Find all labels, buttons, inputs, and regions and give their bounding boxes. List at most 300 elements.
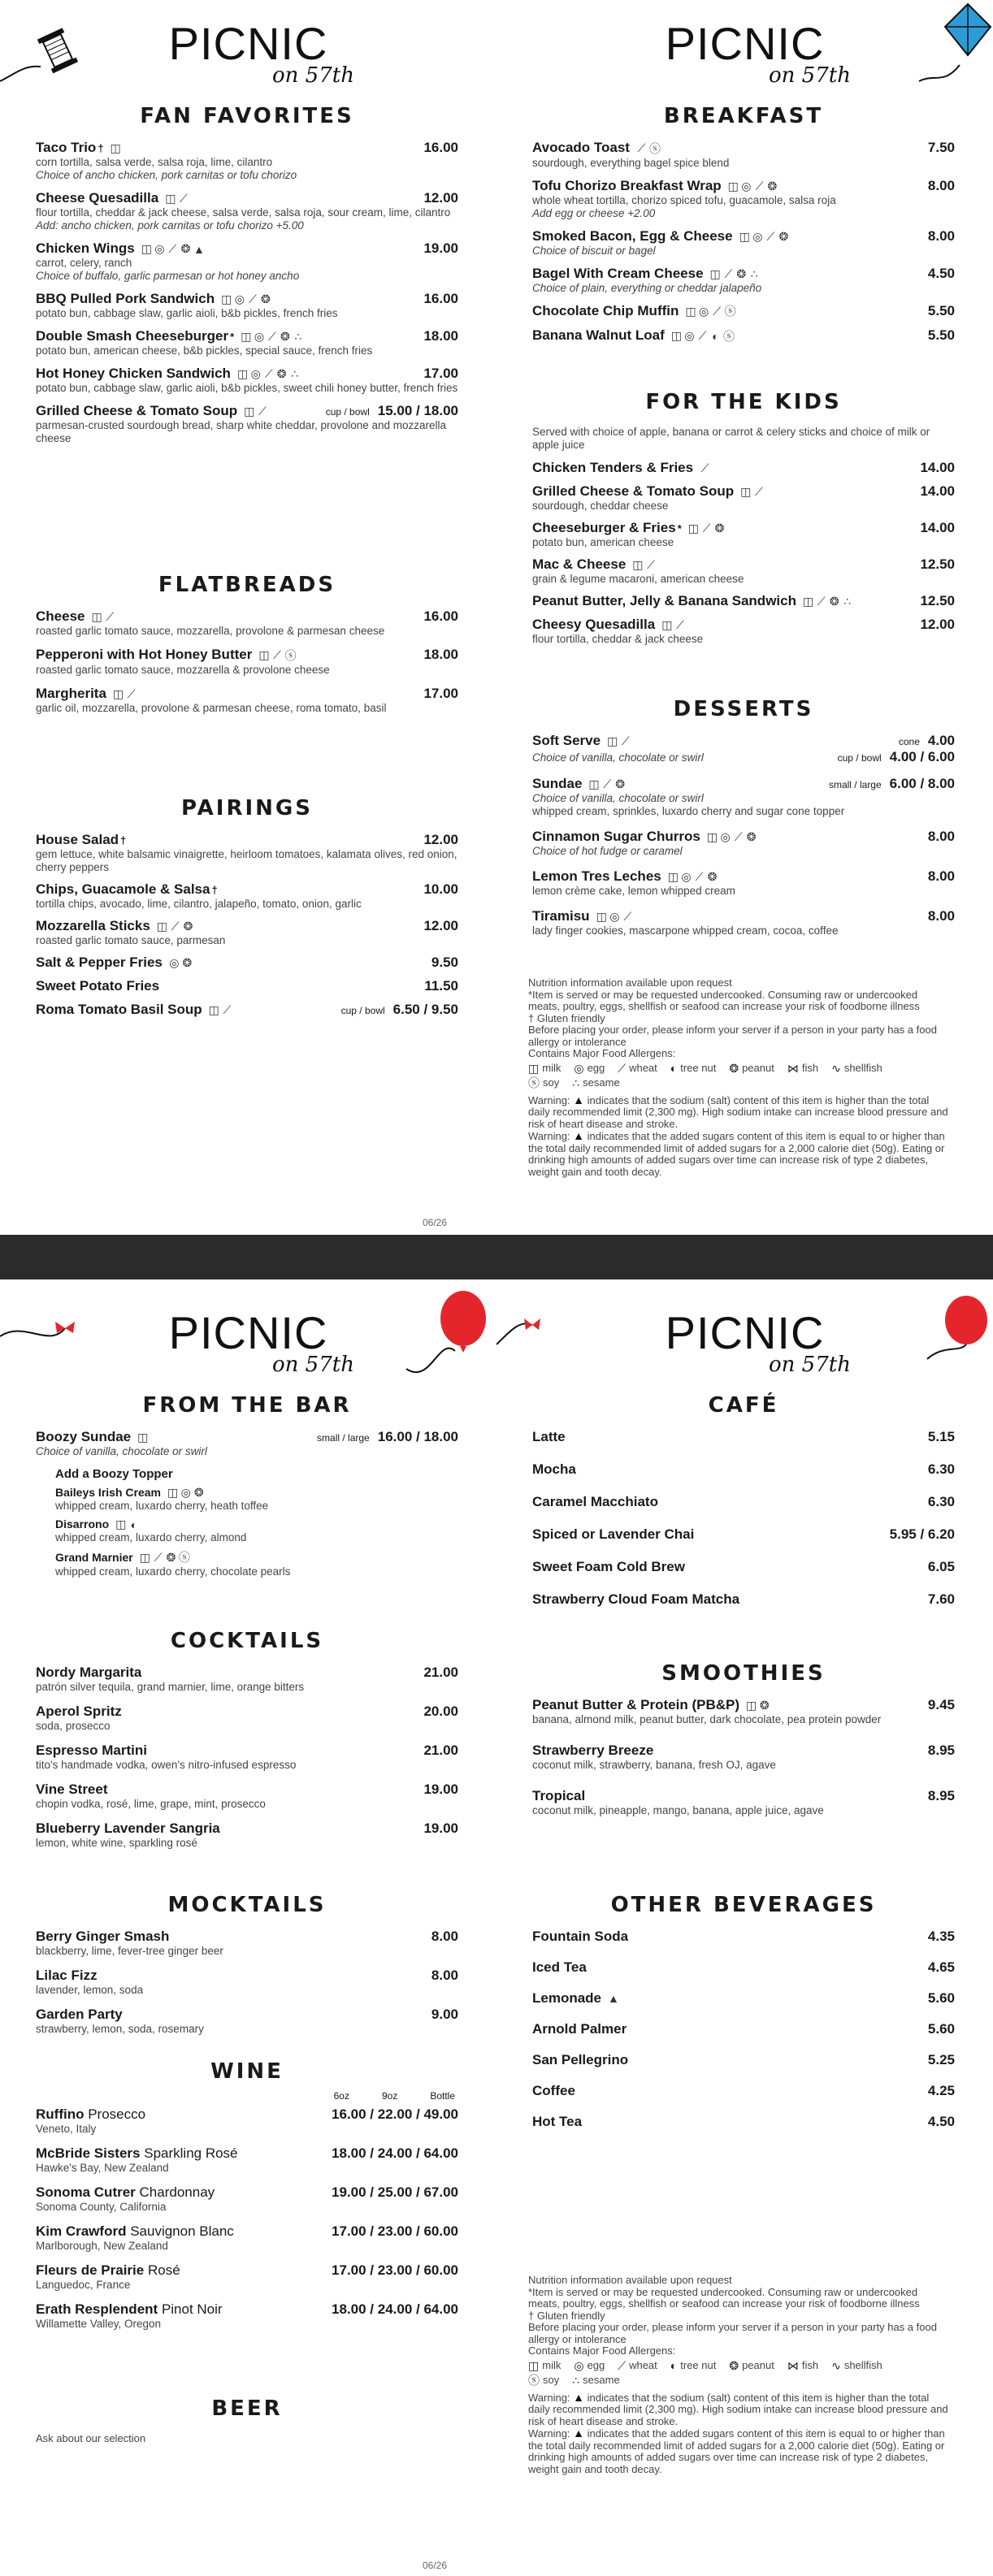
menu-item-description: potato bun, american cheese — [532, 536, 674, 548]
tree-nut-icon: ◐ — [130, 1517, 138, 1531]
item-name-text: Chips, Guacamole & Salsa — [36, 881, 210, 897]
menu-item-name — [532, 266, 704, 282]
shellfish-icon: ∿ — [831, 1061, 841, 1075]
menu-item-price: 14.00 — [920, 460, 955, 475]
wheat-icon: ⟋ — [623, 910, 632, 923]
menu-item-name — [532, 178, 722, 194]
menu-item-name — [532, 460, 693, 476]
milk-icon: ◫ — [607, 734, 618, 747]
menu-item-description: roasted garlic tomato sauce, mozzarella & provolone cheese — [36, 663, 330, 676]
allergen-icons — [688, 522, 725, 535]
menu-item-name — [532, 228, 733, 245]
logo-subtext: on 57th — [769, 1353, 851, 1377]
menu-item-price: 4.00 — [927, 733, 955, 748]
menu-item-description: Sonoma County, California — [36, 2201, 167, 2213]
menu-item-description: parmesan-crusted sourdough bread, sharp white cheddar, provolone and mozzarella cheese — [36, 419, 447, 444]
item-name-text: Cinnamon Sugar Churros — [532, 829, 700, 844]
allergen-label: fish — [801, 2358, 819, 2371]
menu-item-name — [532, 2083, 575, 2099]
menu-item-name — [36, 1782, 108, 1798]
size-label: cone — [898, 736, 920, 747]
menu-item-row — [532, 1461, 955, 1478]
allergen-icons — [115, 1517, 139, 1531]
allergen-legend-item — [574, 2360, 605, 2372]
sesame-icon: ∴ — [750, 266, 758, 280]
menu-item-description: garlic oil, mozzarella, provolone & parmesan cheese, roma tomato, basil — [36, 701, 387, 714]
menu-item-price: 6.30 — [927, 1494, 955, 1509]
allergen-legend-item — [729, 2360, 774, 2372]
menu-item-name — [36, 291, 215, 307]
menu-item-name — [36, 2106, 145, 2123]
menu-item-row — [532, 908, 955, 924]
allergen-label: fish — [801, 1061, 819, 1074]
milk-icon: ◫ — [632, 558, 644, 571]
allergen-label: soy — [543, 1076, 560, 1089]
menu-item — [532, 1788, 955, 1817]
item-name-text: Vine Street — [36, 1782, 108, 1797]
column-fan-favorites — [0, 0, 496, 1235]
item-name-text: Hot Tea — [532, 2114, 583, 2129]
fish-icon: ⋈ — [787, 1061, 799, 1075]
milk-icon: ◫ — [661, 618, 673, 631]
menu-item — [532, 1743, 955, 1772]
note-undercooked: *Item is served or may be requested undercooked. Consuming raw or undercooked meats, poultry, eggs, shellfish or seafood can increase your risk of foodborne illness — [528, 2285, 920, 2310]
egg-icon: ◎ — [574, 2358, 584, 2372]
soy-icon: ⓢ — [723, 329, 735, 343]
item-marker: * — [230, 331, 235, 343]
egg-icon: ◎ — [180, 1486, 191, 1499]
menu-item — [36, 1429, 458, 1458]
menu-item — [532, 908, 955, 937]
menu-item-row — [532, 1743, 955, 1759]
allergen-icons — [671, 328, 735, 344]
menu-item — [36, 328, 458, 357]
menu-item-name — [36, 366, 231, 382]
menu-item-row — [36, 1665, 458, 1681]
warning-icon: ▲ — [608, 1992, 619, 2005]
menu-item-row — [36, 403, 458, 419]
allergen-label: sesame — [583, 2374, 620, 2386]
menu-item-price: 8.00 — [927, 227, 955, 244]
soy-icon: ⓢ — [648, 141, 661, 155]
menu-item — [36, 1821, 458, 1850]
item-name-text: Pepperoni with Hot Honey Butter — [36, 647, 253, 662]
menu-item-row — [532, 266, 955, 282]
item-name-text: Strawberry Breeze — [532, 1743, 654, 1758]
allergen-icons — [636, 141, 661, 157]
wheat-icon: ⟋ — [700, 461, 709, 474]
menu-item-name — [36, 647, 252, 663]
section-title: FLATBREADS — [158, 573, 336, 597]
milk-icon: ◫ — [709, 266, 721, 280]
page-number: 06/26 — [423, 2560, 448, 2571]
item-name-text: Peanut Butter & Protein (PB&P) — [532, 1697, 740, 1712]
menu-item-description: whole wheat tortilla, chorizo spiced tofu, guacamole, salsa roja — [532, 193, 836, 206]
milk-icon: ◫ — [244, 405, 255, 418]
menu-item-name — [36, 832, 126, 848]
menu-item-name — [532, 1526, 694, 1543]
topper-row — [55, 1517, 458, 1531]
sesame-icon: ∴ — [572, 1076, 580, 1089]
menu-item-choice: Choice of vanilla, chocolate or swirl — [36, 1445, 207, 1457]
menu-item-description: coconut milk, strawberry, banana, fresh OJ, agave — [532, 1759, 776, 1771]
menu-item-row — [532, 2021, 955, 2037]
allergen-icons — [209, 1003, 232, 1017]
item-name-text: Tropical — [532, 1788, 586, 1803]
logo-subtext: on 57th — [769, 63, 851, 88]
menu-item-price: 5.60 — [927, 2021, 955, 2037]
menu-item-description: Languedoc, France — [36, 2279, 131, 2291]
wheat-icon: ⟋ — [168, 242, 177, 255]
menu-item-row — [532, 460, 955, 476]
item-varietal: Prosecco — [88, 2106, 146, 2122]
menu-item — [36, 240, 458, 283]
menu-item-row — [36, 978, 458, 994]
menu-item-description: potato bun, cabbage slaw, garlic aioli, b&b pickles, sweet chili honey butter, french fries — [36, 382, 458, 394]
menu-item-description: lemon, white wine, sparkling rosé — [36, 1837, 197, 1849]
allergen-icons — [740, 485, 764, 499]
menu-item-row — [532, 1959, 955, 1976]
item-name-text: Banana Walnut Loaf — [532, 327, 665, 343]
menu-item-price: 4.50 — [927, 265, 955, 281]
allergen-label: wheat — [629, 2358, 657, 2371]
menu-item-price: 18.00 / 24.00 / 64.00 — [332, 2145, 458, 2161]
allergen-legend-item — [670, 2360, 717, 2372]
menu-item — [36, 2301, 458, 2331]
menu-item-price: 9.50 — [431, 955, 458, 970]
item-name-text: Chicken Tenders & Fries — [532, 460, 694, 475]
menu-item-price: 7.50 — [927, 140, 955, 155]
sesame-icon: ∴ — [843, 595, 852, 608]
menu-item-choice: Choice of hot fudge or caramel — [532, 845, 683, 857]
menu-item-price: 12.50 — [920, 556, 955, 572]
egg-icon: ◎ — [254, 330, 265, 343]
menu-item-description: Hawke's Bay, New Zealand — [36, 2162, 169, 2174]
peanut-icon: ❂ — [166, 1550, 176, 1564]
page-number: 06/26 — [423, 1217, 448, 1228]
menu-item-description: gem lettuce, white balsamic vinaigrette, heirloom tomatoes, kalamata olives, red onion, cherry peppers — [36, 848, 457, 873]
wheat-icon: ⟋ — [695, 870, 704, 883]
menu-item-description: lady finger cookies, mascarpone whipped cream, cocoa, coffee — [532, 924, 839, 937]
menu-item-name — [36, 881, 218, 898]
topper-description: whipped cream, luxardo cherry, almond — [55, 1531, 247, 1543]
menu-item-row — [532, 520, 955, 536]
item-name-text: Espresso Martini — [36, 1743, 147, 1758]
allergen-icons — [739, 230, 789, 244]
menu-item — [532, 303, 955, 320]
allergen-legend — [528, 2360, 910, 2387]
egg-icon: ◎ — [720, 830, 731, 843]
egg-icon: ◎ — [234, 292, 245, 305]
menu-item-description: soda, prosecco — [36, 1720, 111, 1732]
milk-icon: ◫ — [221, 292, 232, 305]
milk-icon: ◫ — [667, 870, 679, 883]
menu-item-description: carrot, celery, ranch — [36, 257, 132, 269]
topper-name: Baileys Irish Cream — [55, 1486, 161, 1499]
menu-item-price: 6.05 — [927, 1559, 955, 1574]
menu-item — [532, 733, 955, 765]
wheat-icon: ⟋ — [273, 648, 281, 661]
section-other-beverages — [532, 1893, 955, 2145]
item-name-text: Mozzarella Sticks — [36, 918, 150, 933]
item-name-text: Taco Trio — [36, 140, 97, 155]
wheat-icon: ⟋ — [713, 304, 722, 318]
section-from-the-bar — [36, 1393, 458, 1583]
menu-item-price: 6.30 — [927, 1461, 955, 1477]
item-name-text: Cheeseburger & Fries — [532, 520, 676, 535]
menu-item — [36, 1929, 458, 1958]
menu-item — [36, 190, 458, 232]
menu-item-name — [532, 327, 665, 344]
section-title: CAFÉ — [708, 1393, 779, 1418]
menu-item-name — [532, 1959, 587, 1976]
item-varietal: Rosé — [147, 2262, 180, 2278]
menu-item — [36, 881, 458, 911]
menu-item-name — [532, 2052, 628, 2068]
menu-item-row — [532, 1429, 955, 1445]
item-marker: † — [120, 834, 127, 846]
menu-item — [36, 1782, 458, 1811]
item-name-text: Mocha — [532, 1461, 576, 1477]
egg-icon: ◎ — [250, 367, 261, 380]
peanut-icon: ❂ — [778, 229, 789, 243]
menu-item-price: 8.95 — [927, 1743, 955, 1758]
menu-item-addon: Choice of buffalo, garlic parmesan or hot honey ancho — [36, 270, 300, 282]
menu-item-description: corn tortilla, salsa verde, salsa roja, lime, cilantro — [36, 156, 273, 168]
size-label: cup / bowl — [837, 752, 882, 764]
allergen-icons — [661, 618, 685, 632]
milk-icon: ◫ — [746, 1699, 757, 1712]
milk-icon: ◫ — [588, 777, 600, 790]
menu-item — [532, 140, 955, 170]
menu-item-row — [532, 593, 955, 609]
allergen-legend-item — [831, 1063, 882, 1075]
menu-item-name — [36, 1002, 202, 1018]
wheat-icon: ⟋ — [698, 329, 707, 342]
allergen-legend-item — [618, 2360, 657, 2372]
menu-item-price: 17.00 — [423, 685, 458, 701]
tree-nut-icon: ◐ — [712, 329, 719, 343]
allergen-icons — [685, 303, 735, 319]
item-name-text: Chocolate Chip Muffin — [532, 302, 679, 318]
section-kids — [532, 390, 955, 653]
wheat-icon: ⟋ — [637, 141, 646, 154]
menu-item-name — [36, 2007, 123, 2023]
menu-item-row-secondary — [532, 749, 955, 765]
egg-icon: ◎ — [681, 870, 692, 883]
allergen-icons — [141, 242, 205, 256]
menu-item-row — [36, 881, 458, 898]
sesame-icon: ∴ — [294, 330, 302, 343]
item-name-text: Cheesy Quesadilla — [532, 617, 656, 632]
milk-icon: ◫ — [165, 192, 176, 205]
section-smoothies — [532, 1661, 955, 1834]
menu-item-price: 16.00 / 22.00 / 49.00 — [332, 2106, 458, 2122]
allergen-icons — [244, 405, 267, 418]
menu-item — [532, 556, 955, 586]
item-name-text: Strawberry Cloud Foam Matcha — [532, 1591, 740, 1607]
menu-item-name — [36, 686, 106, 702]
milk-icon: ◫ — [137, 1431, 149, 1444]
item-name-text: McBride Sisters — [36, 2145, 141, 2161]
allergen-legend-item — [572, 1077, 619, 1089]
nutrition-notes — [528, 2275, 951, 2475]
menu-item-row — [36, 2106, 458, 2123]
allergen-icons — [91, 610, 115, 624]
item-name-text: Sundae — [532, 776, 583, 791]
milk-icon: ◫ — [740, 485, 752, 498]
peanut-icon: ❂ — [767, 179, 778, 193]
allergen-icons — [137, 1431, 148, 1444]
menu-item — [36, 366, 458, 395]
item-name-text: Lemonade — [532, 1990, 602, 2006]
menu-item-name — [532, 1429, 566, 1445]
peanut-icon: ❂ — [729, 2358, 739, 2372]
warning-sugar: Warning: ▲ indicates that the added sugars content of this item is equal to or higher than the total daily recommended limit of added sugars for a 2,000 calorie diet (50g). Eating or drinking high amounts of added sugars over time can increase risk of type 2 diabetes, weight gain and tooth decay. — [528, 2427, 945, 2475]
tree-nut-icon: ◐ — [670, 2358, 678, 2372]
menu-item — [532, 327, 955, 344]
balloon-icon — [382, 1288, 496, 1385]
menu-item-name — [532, 1990, 601, 2007]
menu-item-row — [532, 1559, 955, 1575]
item-name-text: Avocado Toast — [532, 140, 630, 155]
menu-item-choice: Choice of biscuit or bagel — [532, 244, 656, 257]
allergen-icons — [167, 1486, 204, 1500]
menu-item-row — [36, 2223, 458, 2240]
allergen-label: egg — [587, 2358, 605, 2371]
menu-item — [36, 978, 458, 994]
section-intro: Served with choice of apple, banana or carrot & celery sticks and choice of milk or apple juice — [532, 426, 930, 451]
menu-item-row — [36, 291, 458, 307]
topper-name: Grand Marnier — [55, 1550, 133, 1564]
balloon-icon — [919, 1296, 993, 1361]
menu-item-description: potato bun, cabbage slaw, garlic aioli, b&b pickles, french fries — [36, 307, 338, 319]
allergen-icons — [140, 1549, 190, 1565]
allergen-label: tree nut — [680, 1061, 717, 1074]
milk-icon: ◫ — [236, 367, 249, 380]
menu-item-price: 18.00 — [423, 647, 458, 662]
soy-icon: ⓢ — [284, 648, 297, 662]
allergen-icons — [588, 777, 625, 791]
allergen-label: peanut — [742, 2358, 774, 2371]
item-name-text: Peanut Butter, Jelly & Banana Sandwich — [532, 593, 796, 608]
menu-item-row — [36, 240, 458, 257]
warning-icon: ▲ — [573, 2390, 585, 2404]
menu-item-row — [532, 776, 955, 792]
note-allergens-label: Contains Major Food Allergens: — [528, 2344, 676, 2357]
milk-icon: ◫ — [528, 1061, 540, 1075]
peanut-icon: ❂ — [180, 242, 191, 255]
soy-icon: ⓢ — [178, 1551, 190, 1564]
allergen-label: soy — [543, 2374, 560, 2386]
menu-item-price: 5.50 — [927, 302, 955, 318]
menu-item-row — [532, 1990, 955, 2007]
menu-item — [532, 2052, 955, 2068]
section-flatbreads — [36, 573, 458, 724]
menu-page-drinks — [0, 1279, 993, 2576]
menu-item — [532, 1591, 955, 1608]
topper-description: whipped cream, luxardo cherry, chocolate pearls — [55, 1565, 291, 1578]
page-divider — [0, 1235, 993, 1279]
peanut-icon: ❂ — [183, 920, 193, 933]
topper-item — [55, 1549, 458, 1578]
logo-subtext: on 57th — [272, 1353, 354, 1377]
menu-item-price: 8.00 — [431, 1929, 458, 1944]
menu-item-name — [36, 2184, 215, 2201]
menu-item — [36, 403, 458, 445]
wine-size-header: 9oz — [381, 2090, 398, 2102]
menu-item-price: 17.00 / 23.00 / 60.00 — [332, 2223, 458, 2239]
wine-size-header: 6oz — [333, 2090, 349, 2102]
menu-item-row — [532, 2052, 955, 2068]
milk-icon: ◫ — [91, 610, 102, 623]
menu-item — [36, 1002, 458, 1018]
item-name-text: Lemon Tres Leches — [532, 868, 661, 884]
menu-item-row — [36, 1929, 458, 1945]
item-name-text: Sweet Potato Fries — [36, 978, 160, 994]
wine-size-headers — [36, 2090, 458, 2102]
item-marker: † — [211, 884, 218, 896]
milk-icon: ◫ — [115, 1517, 127, 1530]
section-pairings — [36, 796, 458, 1025]
allergen-label: milk — [542, 2358, 562, 2371]
size-label: cup / bowl — [325, 406, 370, 418]
item-name-text: Caramel Macchiato — [532, 1494, 658, 1509]
menu-item-name — [36, 978, 159, 994]
menu-item-description: tito's handmade vodka, owen's nitro-infused espresso — [36, 1759, 297, 1771]
egg-icon: ◎ — [752, 229, 763, 243]
menu-item-description: lavender, lemon, soda — [36, 1984, 144, 1996]
menu-item-name — [36, 918, 150, 934]
menu-page-food — [0, 0, 993, 1235]
item-name-text: Fleurs de Prairie — [36, 2262, 145, 2278]
item-name-text: Berry Ginger Smash — [36, 1929, 170, 1944]
item-name-text: Ruffino — [36, 2106, 85, 2122]
menu-item-description: coconut milk, pineapple, mango, banana, apple juice, agave — [532, 1804, 824, 1816]
menu-item — [532, 1526, 955, 1543]
menu-item-name — [532, 829, 700, 845]
allergen-icons — [258, 647, 296, 664]
menu-item-description: strawberry, lemon, soda, rosemary — [36, 2023, 204, 2035]
item-varietal: Chardonnay — [139, 2184, 215, 2200]
logo-text: PICNIC — [168, 18, 328, 69]
menu-item-addon: Add egg or cheese +2.00 — [532, 206, 656, 219]
menu-item-row — [532, 483, 955, 500]
menu-item-price: 5.25 — [927, 2052, 955, 2067]
menu-item-price: 18.00 / 24.00 / 64.00 — [332, 2301, 458, 2317]
allergen-icons — [707, 830, 757, 844]
menu-item-row — [532, 1788, 955, 1804]
warning-icon: ▲ — [573, 1093, 585, 1106]
allergen-label: peanut — [742, 1061, 774, 1074]
milk-icon: ◫ — [112, 686, 124, 700]
menu-item-row — [532, 327, 955, 344]
menu-item — [36, 608, 458, 638]
wheat-icon: ⟋ — [766, 229, 775, 243]
topper-heading: Add a Boozy Topper — [55, 1467, 173, 1481]
allergen-legend-item — [572, 2375, 619, 2387]
allergen-legend-item — [618, 1063, 657, 1075]
note-gluten: † Gluten friendly — [528, 2309, 605, 2322]
menu-item-price: 8.00 — [927, 829, 955, 844]
logo-text: PICNIC — [665, 18, 825, 69]
menu-item-row — [36, 140, 458, 156]
menu-item — [532, 483, 955, 513]
menu-item-price: 4.00 / 6.00 — [889, 749, 955, 764]
logo-text: PICNIC — [168, 1307, 328, 1358]
soy-icon: ⓢ — [528, 1076, 540, 1089]
beer-note: Ask about our selection — [36, 2432, 146, 2444]
